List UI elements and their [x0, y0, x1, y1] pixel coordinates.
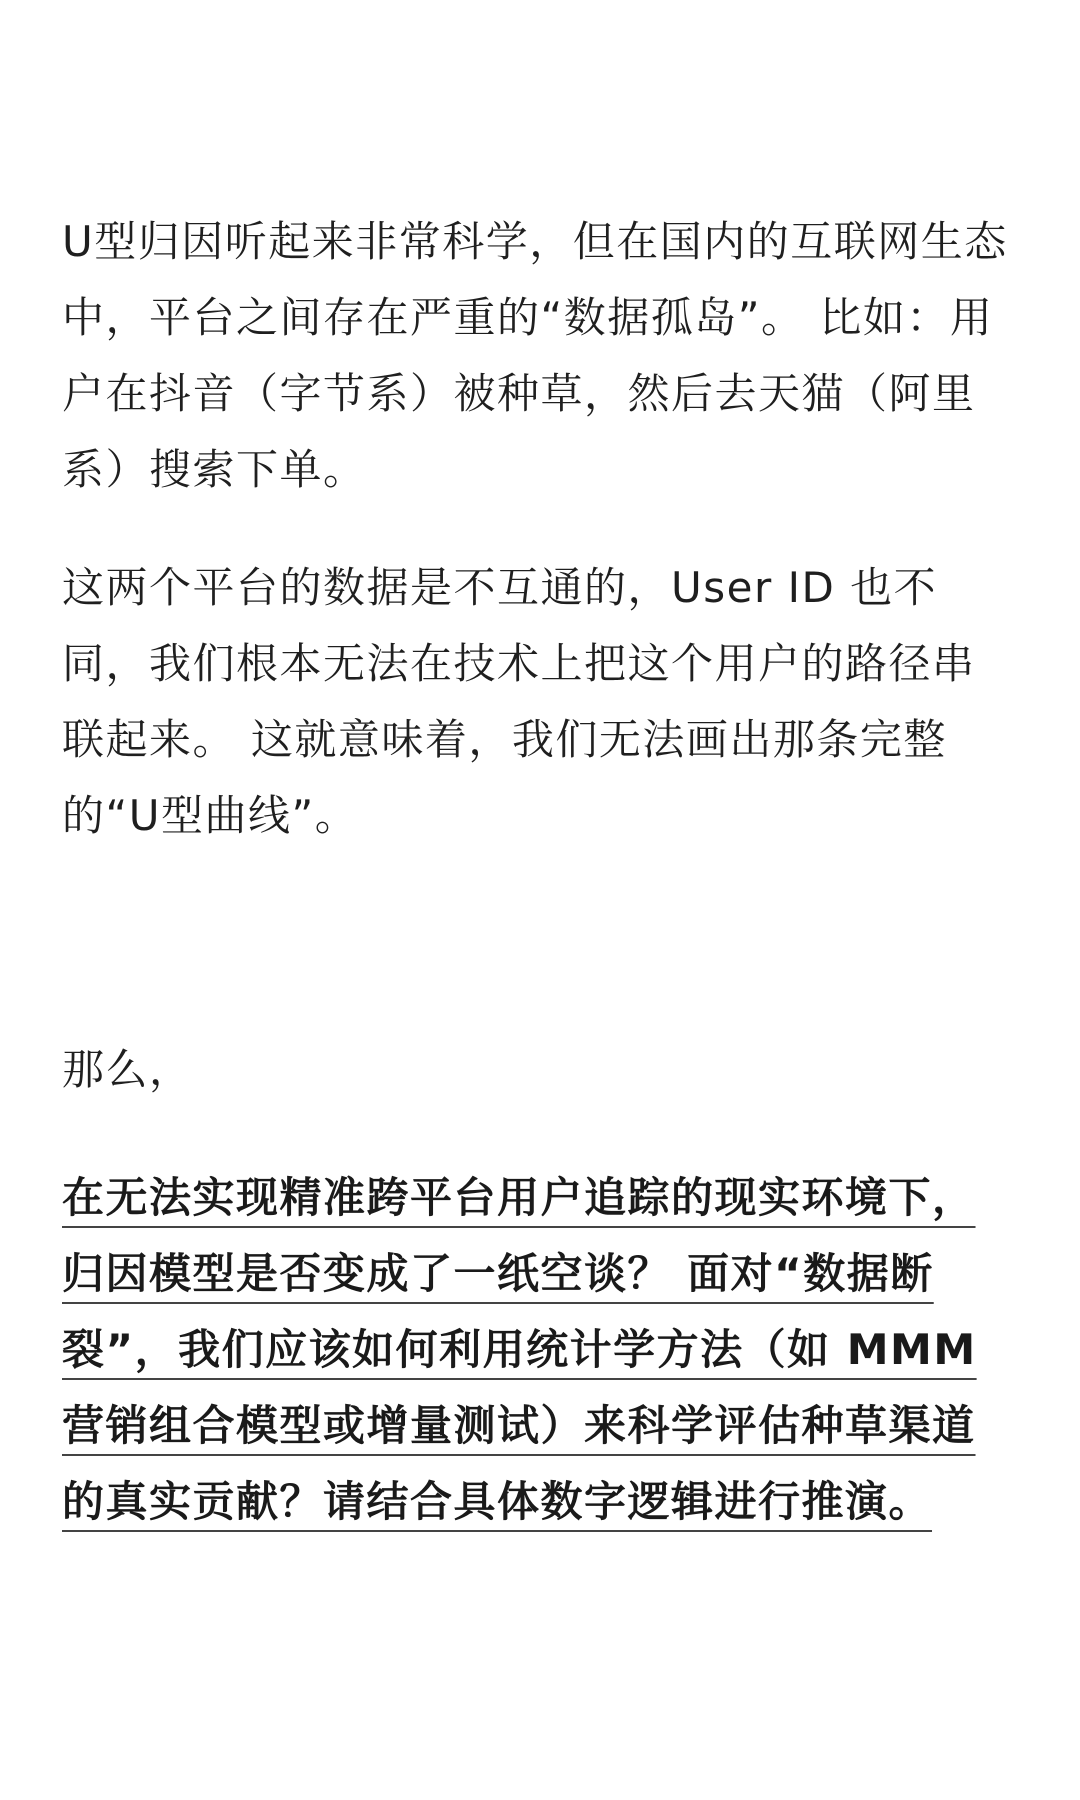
highlighted-question	[62, 1160, 1018, 1540]
paragraph-user-id: 这两个平台的数据是不互通的，User ID 也不同，我们根本无法在技术上把这个用户的路径串联起来。 这就意味着，我们无法画出那条完整的“U型曲线”。	[62, 563, 976, 840]
question-text: 在无法实现精准跨平台用户追踪的现实环境下，归因模型是否变成了一纸空谈？ 面对“数据断裂”，我们应该如何利用统计学方法（如 MMM 营销组合模型或增量测试）来科学评估种草渠道的真实贡献？请结合具体数字逻辑进行推演。	[62, 1173, 977, 1526]
paragraph-data-silo: U型归因听起来非常科学，但在国内的互联网生态中，平台之间存在严重的“数据孤岛”。 比如：用户在抖音（字节系）被种草，然后去天猫（阿里系）搜索下单。	[62, 217, 1008, 494]
paragraph-transition: 那么，	[62, 1045, 193, 1094]
